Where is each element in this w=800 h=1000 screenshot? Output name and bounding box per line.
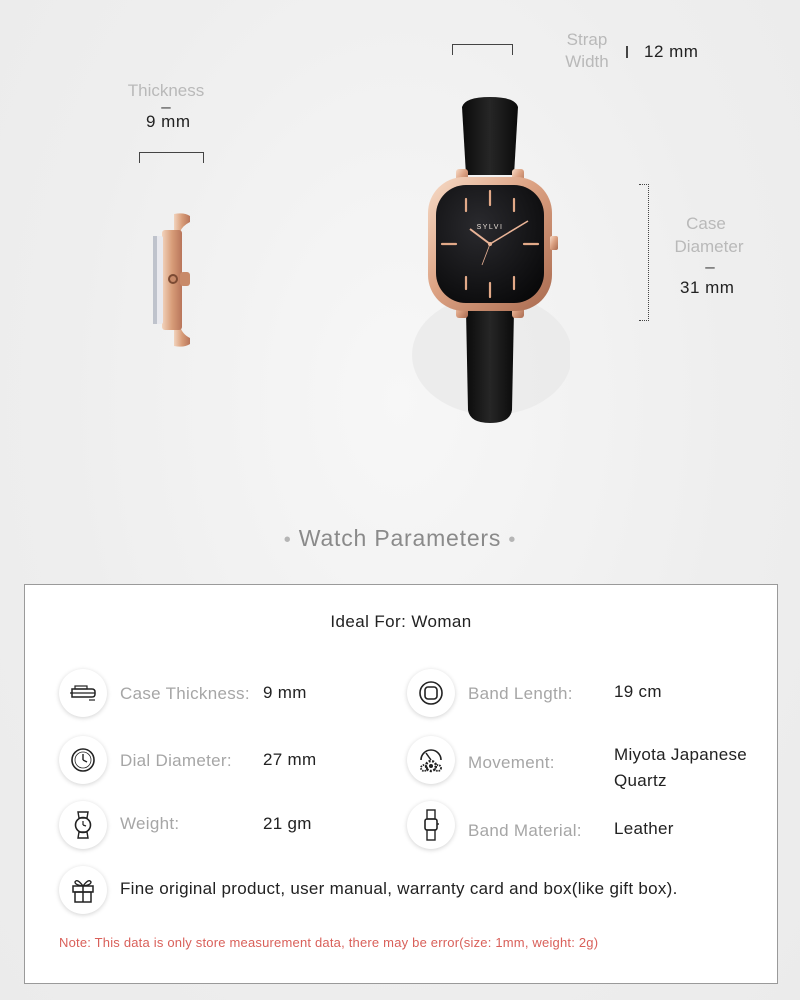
band-material-icon-circle [407,801,455,849]
case-diameter-value: 31 mm [680,278,735,297]
band-length-icon-circle [407,669,455,717]
ideal-for-text: Ideal For: Woman [330,612,472,631]
parameters-card [24,584,778,984]
thickness-value: 9 mm [146,112,191,131]
case-side-icon [68,683,98,703]
movement-value-line1: Miyota Japanese [614,745,748,764]
section-title-text: Watch Parameters [298,525,502,551]
dial-diameter-icon-circle [59,736,107,784]
watch-icon [70,810,96,840]
section-bullet-right: • [508,529,517,551]
thickness-dash: – [161,97,171,116]
band-length-label: Band Length: [468,684,573,703]
thickness-label: Thickness [127,81,205,100]
weight-icon-circle [59,801,107,849]
section-title [0,525,800,552]
case-thickness-icon-circle [59,669,107,717]
strap-width-label-2: Width [565,52,609,71]
package-text: Fine original product, user manual, warranty card and box(like gift box). [120,879,678,898]
movement-value-line2: Quartz [614,771,667,790]
watch-brand-text: SYLVI [476,224,504,231]
measurement-note: Note: This data is only store measurement data, there may be error(size: 1mm, weight: 2g) [59,935,599,950]
weight-value: 21 gm [263,814,312,833]
weight-label: Weight: [120,814,180,833]
case-thickness-label: Case Thickness: [120,684,250,703]
band-material-label: Band Material: [468,821,582,840]
case-diameter-dash: – [705,257,715,276]
band-loop-icon [416,678,446,708]
band-material-value: Leather [614,819,674,838]
strap-width-value: 12 mm [644,42,699,61]
movement-label: Movement: [468,753,555,772]
strap-width-bracket [452,44,513,55]
band-length-value: 19 cm [614,682,662,701]
section-bullet-left: • [283,529,292,551]
case-diameter-label-2: Diameter [674,237,744,256]
case-diameter-bracket [639,184,649,321]
gift-box-icon [69,876,97,904]
movement-icon-circle [407,736,455,784]
case-thickness-value: 9 mm [263,683,307,702]
case-diameter-label-1: Case [686,214,726,233]
dial-diameter-label: Dial Diameter: [120,751,232,770]
dial-diameter-value: 27 mm [263,750,317,769]
strap-icon [421,809,441,841]
thickness-bracket [139,152,204,163]
strap-width-divider [626,46,628,58]
strap-width-label-1: Strap [566,30,608,49]
package-icon-circle [59,866,107,914]
watch-front-view [410,95,570,430]
watch-side-view [150,208,200,353]
gear-movement-icon [416,745,446,775]
clock-icon [69,746,97,774]
